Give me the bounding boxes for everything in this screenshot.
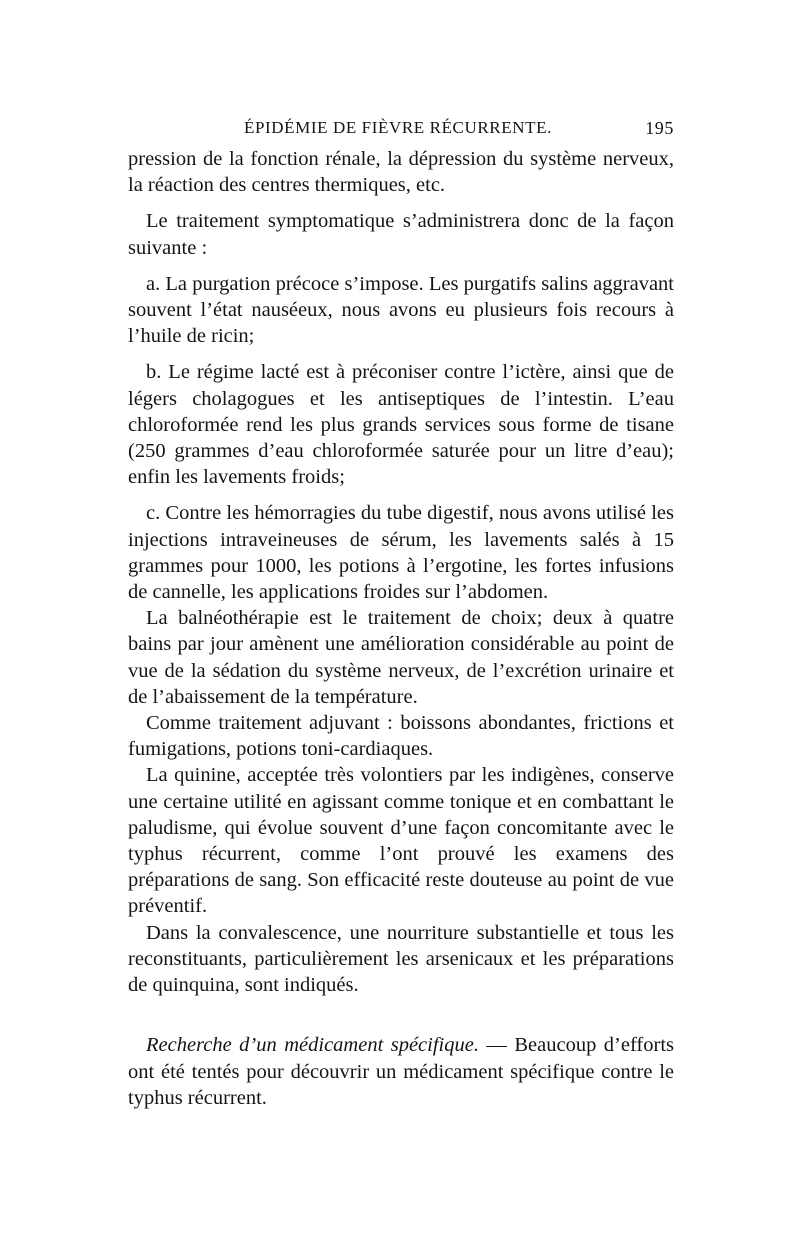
paragraph-continuation: pression de la fonction rénale, la dépression du système nerveux, la réaction des centres thermiques, etc. [128, 148, 674, 197]
paragraph-treatment-intro: Le traitement symptomatique s’administrera donc de la façon suivante : [128, 210, 674, 259]
section-heading: Recherche d’un médicament spécifique. [146, 1034, 479, 1057]
section-text: — Beaucoup d’efforts ont été tentés pour découvrir un médicament spécifique contre le typhus récurrent. [128, 1034, 674, 1109]
paragraph-convalescence: Dans la convalescence, une nourriture substantielle et tous les reconstituants, particulièrement les arsenicaux et les préparations de quinquina, sont indiqués. [128, 921, 674, 997]
page-body [128, 146, 674, 1111]
running-title: ÉPIDÉMIE DE FIÈVRE RÉCURRENTE. [244, 118, 552, 137]
paragraph-adjuvant: Comme traitement adjuvant : boissons abondantes, frictions et fumigations, potions toni-cardiaques. [128, 712, 674, 761]
paragraph-item-c: c. Contre les hémorragies du tube digestif, nous avons utilisé les injections intraveineuses de sérum, les lavements salés à 15 grammes pour 1000, les potions à l’ergotine, les fortes infusions de cannelle, les applications froides sur l’abdomen. [128, 502, 674, 604]
paragraph-balneotherapy: La balnéothérapie est le traitement de choix; deux à quatre bains par jour amènent une amélioration considérable au point de vue de la sédation du système nerveux, de l’excrétion urinaire et de l’abaissement de la température. [128, 607, 674, 708]
paragraph-specific-research [128, 1032, 674, 1111]
paragraph-quinine: La quinine, acceptée très volontiers par les indigènes, conserve une certaine utilité en agissant comme tonique et en combattant le paludisme, qui évolue souvent d’une façon concomitante avec le typhus récurrent, comme l’ont prouvé les examens des préparations de sang. Son efficacité reste douteuse au point de vue préventif. [128, 764, 674, 918]
page-number: 195 [645, 118, 674, 138]
paragraph-item-a: a. La purgation précoce s’impose. Les purgatifs salins aggravant souvent l’état nauséeux, nous avons eu plusieurs fois recours à l’huile de ricin; [128, 272, 674, 348]
paragraph-item-b: b. Le régime lacté est à préconiser contre l’ictère, ainsi que de légers cholagogues et les antiseptiques de l’intestin. L’eau chloroformée rend les plus grands services sous forme de tisane (250 grammes d’eau chloroformée saturée pour un litre d’eau); enfin les lavements froids; [128, 361, 674, 489]
running-header [128, 114, 674, 144]
